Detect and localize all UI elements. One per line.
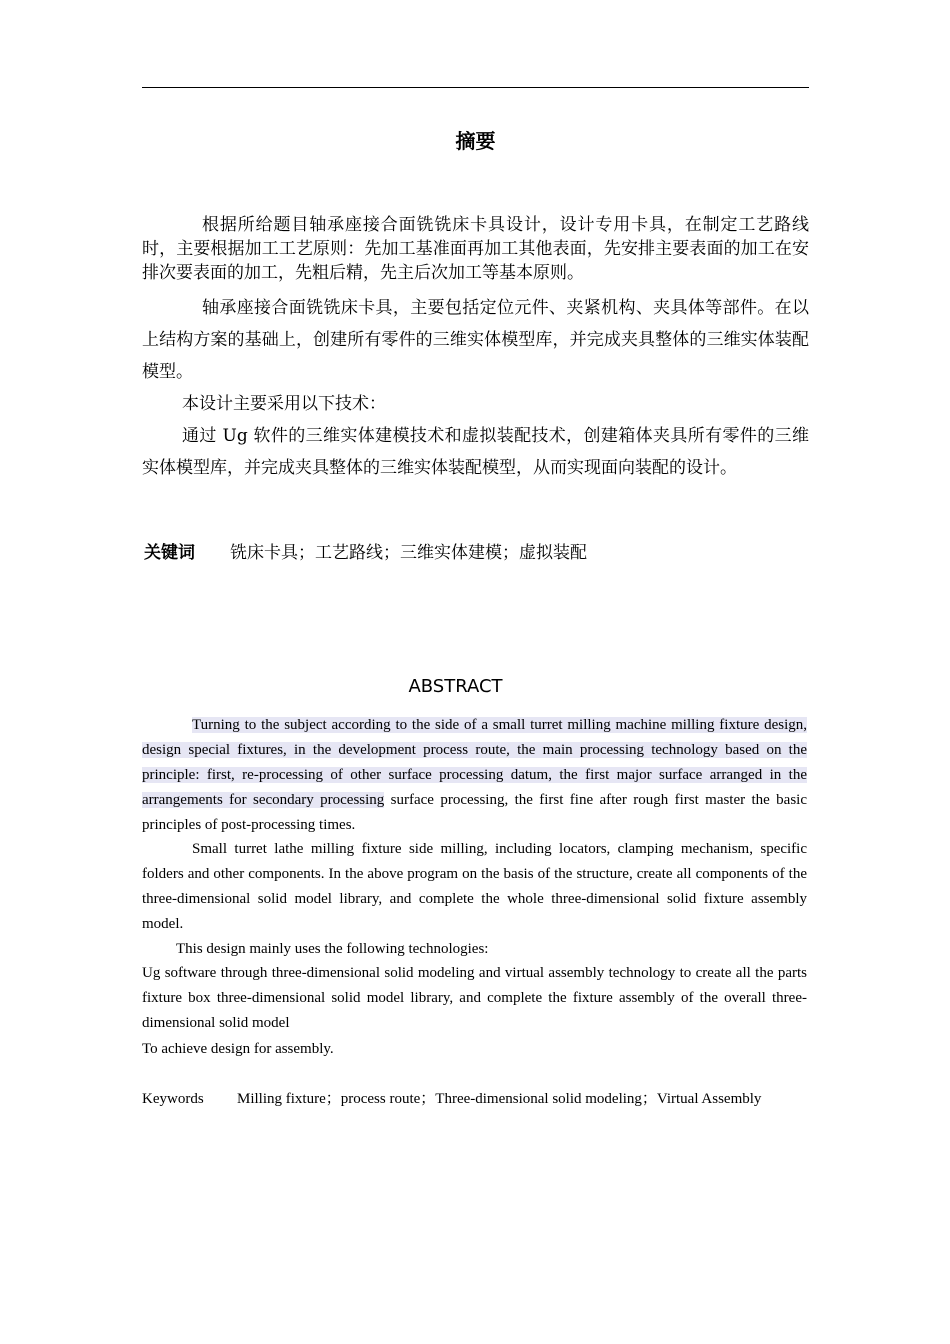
english-paragraph-2: Small turret lathe milling fixture side milling, including locators, clamping mechanism, specific folders and other components. In the above program on the basis of the structure, create all components of the three-dimensional solid model library, and complete the whole three-dimensional solid fixture assembly model.: [142, 841, 807, 932]
english-paragraph-3: This design mainly uses the following technologies:: [176, 941, 489, 957]
english-keywords-label: Keywords: [142, 1091, 204, 1107]
chinese-abstract-title: 摘要: [455, 129, 496, 153]
text-selection-highlight[interactable]: Turning to the subject according to the side of a small turret milling machine milling fixture design, design special fixtures, in the development process route, the main processing technology based on the principle: first, re-processing of other surface processing datum, the first major surface arranged in the arrangements for secondary processing: [142, 717, 807, 808]
chinese-paragraph-1: 根据所给题目轴承座接合面铣铣床卡具设计，设计专用卡具，在制定工艺路线时，主要根据加工工艺原则：先加工基准面再加工其他表面，先安排主要表面的加工在安排次要表面的加工，先粗后精，先主后次加工等基本原则。: [142, 215, 809, 283]
chinese-keywords-label: 关键词: [144, 543, 195, 563]
english-paragraph-5: To achieve design for assembly.: [142, 1041, 334, 1057]
english-paragraph-4: Ug software through three-dimensional solid modeling and virtual assembly technology to create all the parts fixture box three-dimensional solid model library, and complete the fixture assembly of the overall three-dimensional solid model: [142, 965, 807, 1031]
english-paragraph-1: [142, 713, 807, 838]
english-keywords-value: Milling fixture；process route；Three-dimensional solid modeling；Virtual Assembly: [237, 1091, 762, 1107]
english-abstract-title: ABSTRACT: [408, 676, 503, 697]
chinese-paragraph-2: 轴承座接合面铣铣床卡具，主要包括定位元件、夹紧机构、夹具体等部件。在以上结构方案的基础上，创建所有零件的三维实体模型库，并完成夹具整体的三维实体装配模型。: [142, 298, 809, 382]
chinese-keywords-value: 铣床卡具；工艺路线；三维实体建模；虚拟装配: [230, 543, 587, 563]
chinese-paragraph-3: 本设计主要采用以下技术：: [182, 394, 386, 414]
header-rule: [142, 87, 809, 88]
chinese-paragraph-4: 通过 Ug 软件的三维实体建模技术和虚拟装配技术，创建箱体夹具所有零件的三维实体模型库，并完成夹具整体的三维实体装配模型，从而实现面向装配的设计。: [142, 426, 809, 478]
english-paragraph-1-rest: surface processing, the first fine after rough first master the basic principles of post-processing times.: [142, 792, 807, 833]
english-keywords: [142, 1087, 809, 1108]
chinese-keywords: [144, 538, 811, 563]
